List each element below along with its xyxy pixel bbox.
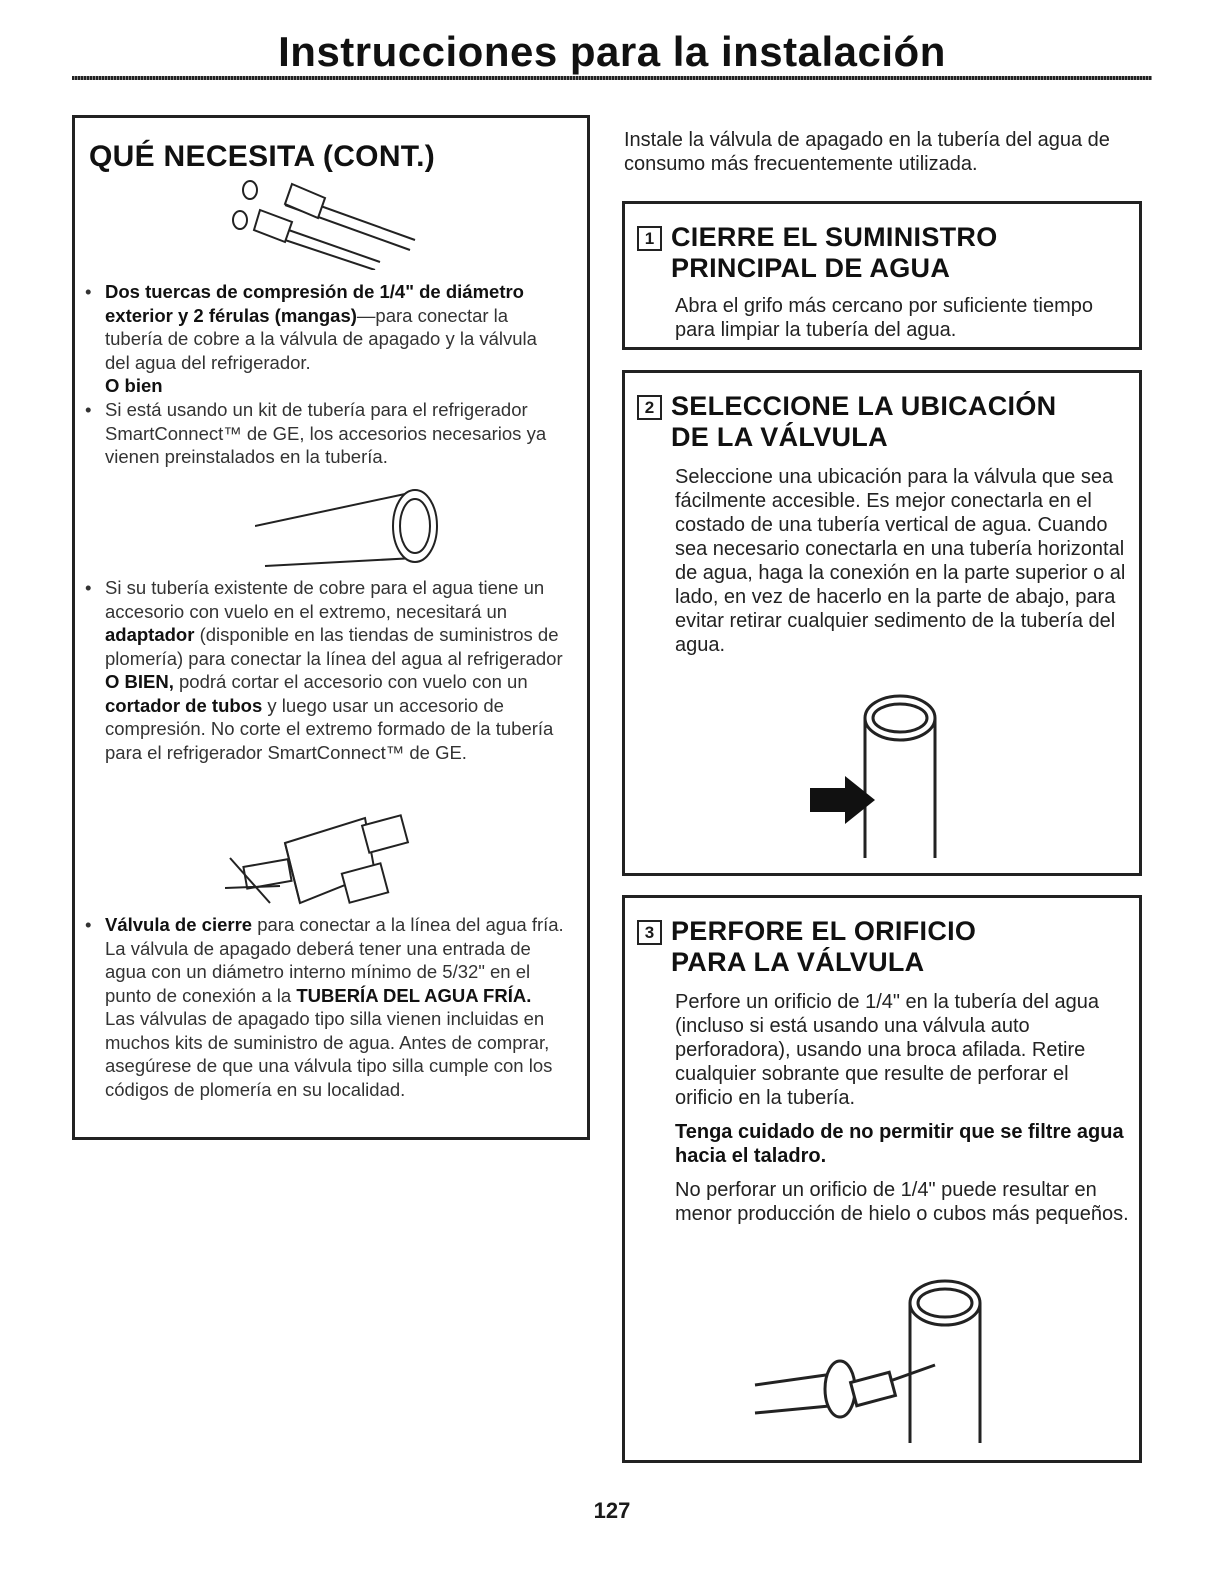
bullet-dot: • (85, 577, 92, 598)
compression-nuts-text: —para conectar la tubería de cobre a la válvula de apagado y la válvula del agua del refrigerador. (105, 304, 537, 373)
or-label: O bien (105, 375, 163, 396)
bullet-dot: • (85, 399, 92, 420)
adapter-text-c: podrá cortar el accesorio con vuelo con un (179, 671, 528, 692)
bullet-dot: • (85, 914, 92, 935)
step-3-title-line1: PERFORE EL ORIFICIO (671, 916, 977, 946)
step-3-title-line2: PARA LA VÁLVULA (671, 947, 925, 977)
compression-nuts-illustration (230, 170, 430, 270)
step-3-box (622, 895, 1142, 1463)
adapter-label: adaptador (105, 624, 195, 645)
step-2-box (622, 370, 1142, 876)
adapter-text-a: Si su tubería existente de cobre para el agua tiene un accesorio con vuelo en el extremo, necesitará un (105, 577, 545, 622)
vertical-pipe-arrow-illustration (805, 688, 965, 868)
step-2-text: Seleccione una ubicación para la válvula que sea fácilmente accesible. Es mejor conectarla en el costado de una tubería vertical de agua. Cuando sea necesario conectarla en una tubería horizontal de agua, haga la conexión en la parte superior o al lado, en vez de hacerlo en la parte de abajo, para evitar retirar cualquier sedimento de la tubería del agua. (675, 466, 1126, 656)
or-else-label: O BIEN, (105, 671, 174, 692)
bullet-compression-nuts (85, 280, 565, 398)
shutoff-valve-text-b: Las válvulas de apagado tipo silla vienen incluidas en muchos kits de suministro de agua. Antes de comprar, asegúrese de que una válvula tipo silla cumple con los códigos de plomería en su localidad. (105, 1008, 553, 1100)
bullet-smartconnect (85, 398, 565, 469)
what-you-need-box (72, 115, 590, 1140)
step-1-title (671, 222, 998, 284)
page-title: Instrucciones para la instalación (278, 28, 946, 75)
step-2-title-line1: SELECCIONE LA UBICACIÓN (671, 391, 1057, 421)
adapter-text-d: y luego usar un accesorio de compresión. No corte el extremo formado de la tubería para el refrigerador SmartConnect™ de GE. (105, 694, 554, 763)
drill-pipe-illustration (745, 1273, 1005, 1458)
shutoff-valve-label: Válvula de cierre (105, 914, 253, 935)
shutoff-valve-illustration (225, 808, 425, 918)
compression-nuts-label: Dos tuercas de compresión de 1/4" de diámetro exterior y 2 férulas (mangas) (105, 281, 524, 326)
cold-water-pipe-label: TUBERÍA DEL AGUA FRÍA. (296, 984, 532, 1006)
bullet-adapter (85, 576, 565, 764)
flared-pipe-illustration (255, 486, 445, 576)
step-1-title-line2: PRINCIPAL DE AGUA (671, 253, 951, 283)
step-2-title-line2: DE LA VÁLVULA (671, 422, 888, 452)
intro-text: Instale la válvula de apagado en la tubería del agua de consumo más frecuentemente utilizada. (624, 129, 1110, 175)
shutoff-valve-text-a: para conectar a la línea del agua fría. La válvula de apagado deberá tener una entrada de agua con un diámetro interno mínimo de 5/32" en el punto de conexión a la (105, 914, 564, 1006)
what-you-need-heading: QUÉ NECESITA (CONT.) (89, 140, 436, 173)
step-1-title-line1: CIERRE EL SUMINISTRO (671, 222, 998, 252)
smartconnect-text: Si está usando un kit de tubería para el refrigerador SmartConnect™ de GE, los accesorios necesarios ya vienen preinstalados en la tubería. (105, 399, 547, 467)
step-1-number: 1 (637, 226, 662, 251)
bullet-shutoff-valve (85, 913, 565, 1101)
step-3-number: 3 (637, 920, 662, 945)
step-3-note: No perforar un orificio de 1/4" puede resultar en menor producción de hielo o cubos más pequeños. (675, 1179, 1129, 1225)
step-1-box (622, 201, 1142, 350)
adapter-text-b: (disponible en las tiendas de suministros de plomería) para conectar la línea del agua al refrigerador (105, 624, 563, 669)
step-3-warning: Tenga cuidado de no permitir que se filtre agua hacia el taladro. (675, 1121, 1124, 1167)
title-divider (72, 76, 1152, 80)
bullet-dot: • (85, 281, 92, 302)
page-number: 127 (593, 1498, 631, 1523)
step-3-title (671, 916, 976, 978)
step-2-number: 2 (637, 395, 662, 420)
step-3-text: Perfore un orificio de 1/4" en la tubería del agua (incluso si está usando una válvula auto perforadora), usando una broca afilada. Retire cualquier sobrante que resulte de perforar el orificio en la tubería. (675, 991, 1100, 1109)
step-1-text: Abra el grifo más cercano por suficiente tiempo para limpiar la tubería del agua. (675, 295, 1093, 341)
step-2-title (671, 391, 1056, 453)
tube-cutter-label: cortador de tubos (105, 694, 263, 716)
